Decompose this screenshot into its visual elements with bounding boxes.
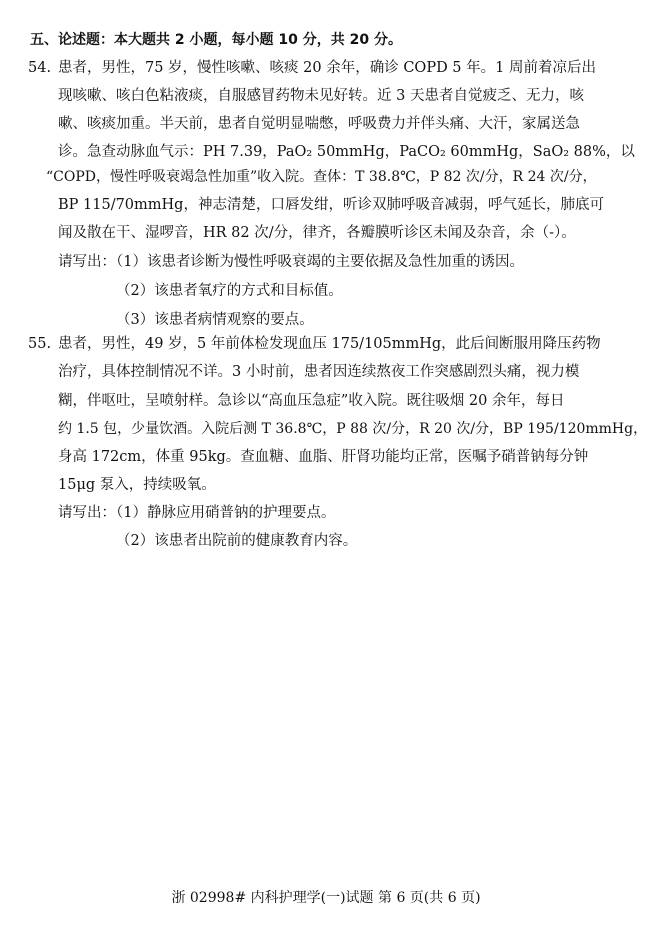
question-54-line-3: 嗽、咳痰加重。半天前，患者自觉明显喘憋，呼吸费力并伴头痛、大汗，家属送急 [58,116,580,132]
question-54-ask-3: （3）该患者病情观察的要点。 [116,312,314,328]
section-title: 五、论述题：本大题共 2 小题，每小题 10 分，共 20 分。 [30,32,402,48]
question-54-number: 54. [28,60,52,76]
page-footer: 浙 02998# 内科护理学(一)试题 第 6 页(共 6 页) [171,890,481,906]
question-55-line-1: 患者，男性，49 岁，5 年前体检发现血压 175/105mmHg，此后间断服用降压药物 [58,336,601,352]
question-55-line-6: 15μg 泵入，持续吸氧。 [58,477,216,493]
question-54-ask-1: 请写出：（1）该患者诊断为慢性呼吸衰竭的主要依据及急性加重的诱因。 [58,254,524,270]
question-54-line-7: 闻及散在干、湿啰音，HR 82 次/分，律齐，各瓣膜听诊区未闻及杂音，余（-）。 [58,225,576,241]
question-55-number: 55. [28,336,52,352]
question-55-ask-1: 请写出：（1）静脉应用硝普钠的护理要点。 [58,505,336,521]
question-54-line-5: “COPD，慢性呼吸衰竭急性加重”收入院。查体：T 38.8℃，P 82 次/分，R 24 次/分， [46,169,597,185]
question-55-line-5: 身高 172cm，体重 95kg。查血糖、血脂、肝肾功能均正常，医嘱予硝普钠每分钟 [58,449,589,465]
question-55-ask-2: （2）该患者出院前的健康教育内容。 [116,533,358,549]
question-54-line-6: BP 115/70mmHg，神志清楚，口唇发绀，听诊双肺呼吸音减弱，呼气延长，肺底可 [58,197,604,213]
question-55-line-3: 糊，伴呕吐，呈喷射样。急诊以“高血压急症”收入院。既往吸烟 20 余年，每日 [58,393,565,409]
question-54-line-2: 现咳嗽、咳白色粘液痰，自服感冒药物未见好转。近 3 天患者自觉疲乏、无力，咳 [58,88,584,104]
question-55-line-2: 治疗，具体控制情况不详。3 小时前，患者因连续熬夜工作突感剧烈头痛，视力模 [58,364,580,380]
question-55-line-4: 约 1.5 包，少量饮酒。入院后测 T 36.8℃，P 88 次/分，R 20 次/分，BP 195/120mmHg， [58,421,648,437]
question-54-line-4: 诊。急查动脉血气示：PH 7.39，PaO₂ 50mmHg，PaCO₂ 60mmHg，SaO₂ 88%，以 [58,144,635,160]
question-54-ask-2: （2）该患者氧疗的方式和目标值。 [116,283,343,299]
question-54-line-1: 患者，男性，75 岁，慢性咳嗽、咳痰 20 余年，确诊 COPD 5 年。1 周前着凉后出 [58,60,596,76]
